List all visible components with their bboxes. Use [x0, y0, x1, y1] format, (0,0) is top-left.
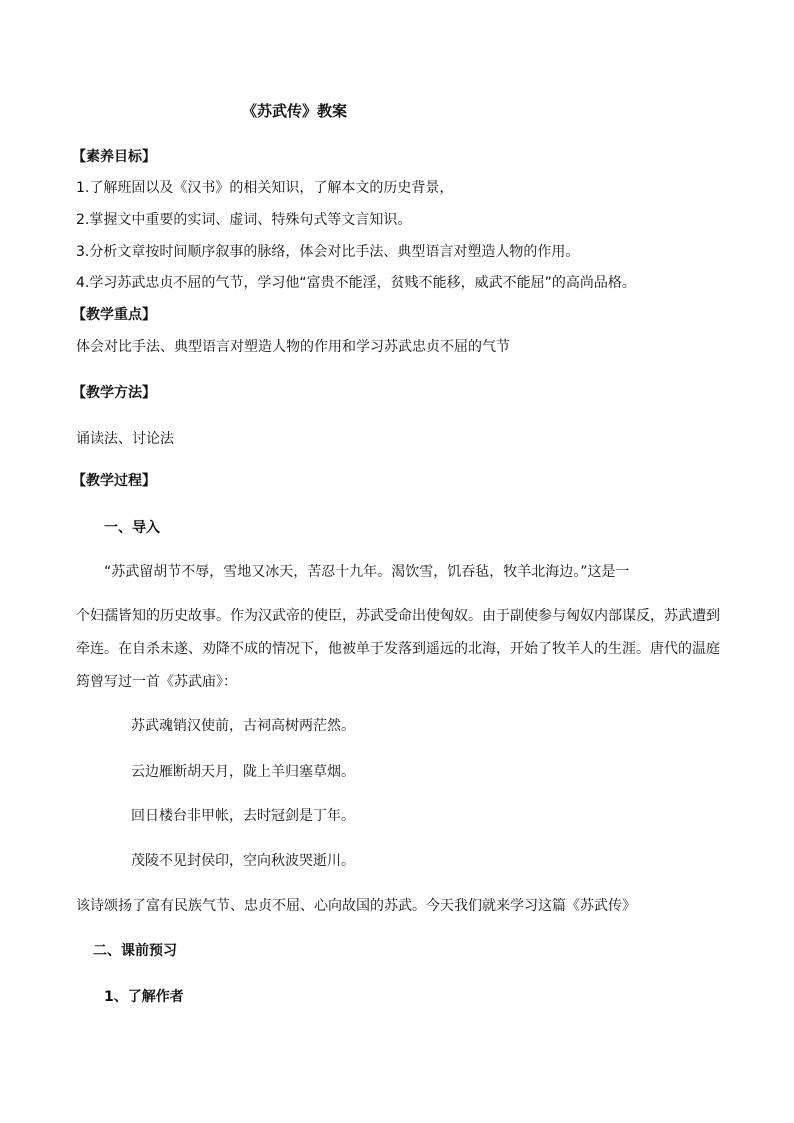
intro-paragraph-line-3: 牵连。在自杀未遂、劝降不成的情况下，他被单于发落到遥远的北海，开始了牧羊人的生涯。唐代的温庭	[76, 641, 720, 657]
section-heading-focus: 【教学重点】	[72, 307, 156, 323]
intro-conclusion: 该诗颂扬了富有民族气节、忠贞不屈、心向故国的苏武。今天我们就来学习这篇《苏武传》	[76, 898, 636, 914]
poem-line-1: 苏武魂销汉使前，古祠高树两茫然。	[131, 718, 355, 734]
intro-paragraph-line-1: “苏武留胡节不辱，雪地又冰天，苦忍十九年。渴饮雪，饥吞毡，牧羊北海边。”这是一	[104, 564, 630, 580]
goal-item-1: 1.了解班固以及《汉书》的相关知识，了解本文的历史背景，	[76, 180, 454, 196]
method-text: 诵读法、讨论法	[76, 431, 174, 447]
section-heading-method: 【教学方法】	[72, 385, 156, 401]
goal-item-4: 4.学习苏武忠贞不屈的气节，学习他“富贵不能淫，贫贱不能移，威武不能屈”的高尚品格。	[76, 275, 636, 291]
intro-heading: 一、导入	[104, 520, 160, 536]
author-heading: 1、了解作者	[104, 989, 184, 1005]
section-heading-process: 【教学过程】	[72, 473, 156, 489]
goal-item-2: 2.掌握文中重要的实词、虚词、特殊句式等文言知识。	[76, 212, 412, 228]
section-heading-goals: 【素养目标】	[72, 149, 156, 165]
poem-line-4: 茂陵不见封侯印，空向秋波哭逝川。	[131, 853, 355, 869]
intro-paragraph-line-2: 个妇孺皆知的历史故事。作为汉武帝的使臣，苏武受命出使匈奴。由于副使参与匈奴内部谋反，苏武遭到	[76, 608, 720, 624]
intro-paragraph-line-4: 筠曾写过一首《苏武庙》：	[76, 674, 237, 690]
poem-line-3: 回日楼台非甲帐，去时冠剑是丁年。	[131, 808, 355, 824]
preview-heading: 二、课前预习	[93, 943, 177, 959]
focus-text: 体会对比手法、典型语言对塑造人物的作用和学习苏武忠贞不屈的气节	[76, 339, 510, 355]
document-title: 《苏武传》教案	[242, 102, 348, 120]
poem-line-2: 云边雁断胡天月，陇上羊归塞草烟。	[131, 764, 355, 780]
goal-item-3: 3.分析文章按时间顺序叙事的脉络，体会对比手法、典型语言对塑造人物的作用。	[76, 244, 580, 260]
